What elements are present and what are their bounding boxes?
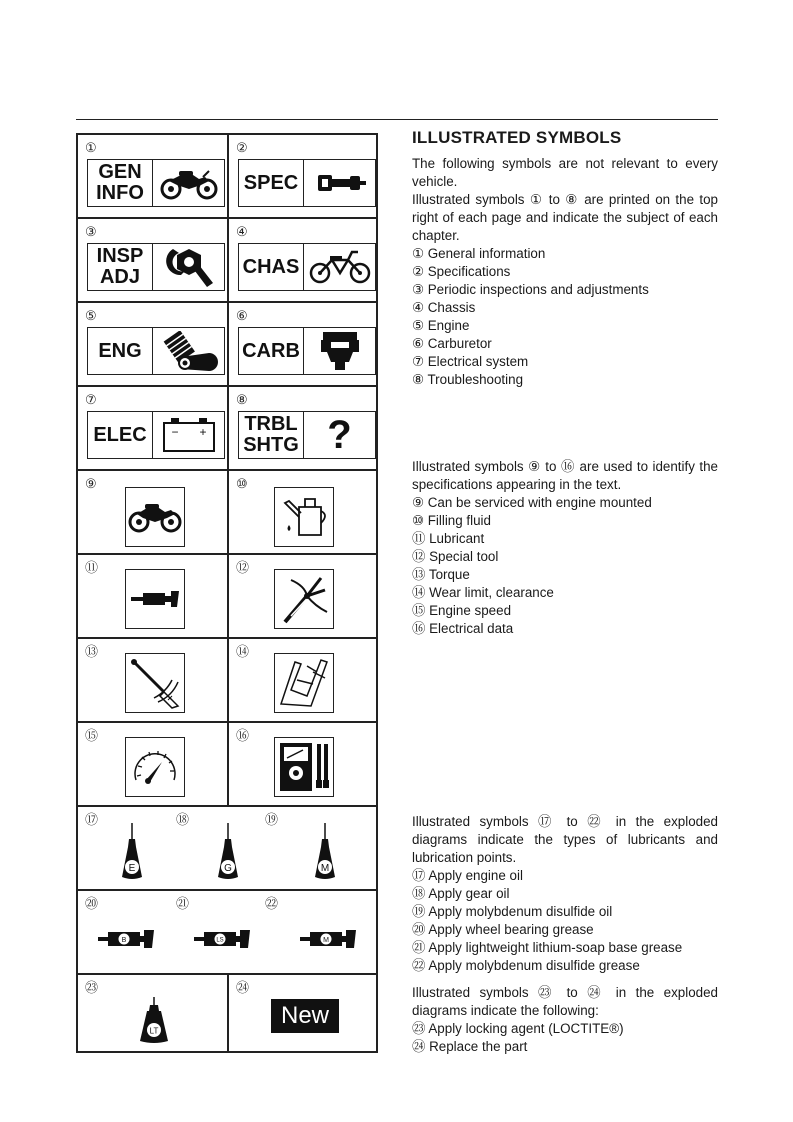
locking-agent-icon [139,995,169,1045]
cell-number: ㉑ [176,896,190,911]
symbol-cell-9 [76,469,227,553]
chapter-label: TRBL SHTG [239,412,304,458]
lubricant-icon [125,569,185,629]
chapter-label: ELEC [88,412,153,458]
list-item: ⑳ Apply wheel bearing grease [412,922,594,937]
list-item: ① General information [412,246,546,261]
grease-letter: B [121,937,127,944]
cell-number: ⑲ [265,812,279,827]
spec-section [412,458,718,638]
cell-number: ⑤ [85,308,97,323]
chapter-symbol-electrical [87,411,225,459]
chapter-symbol-chassis [238,243,376,291]
cell-number: ⑭ [236,644,250,659]
lithium-grease-icon [194,929,252,949]
cell-number: ⑳ [85,896,99,911]
battery-minus-label: − [170,425,179,439]
bottle-letter: E [128,863,136,874]
chapter-label: CARB [239,328,304,374]
bottle-letter: LT [149,1026,159,1036]
cell-number: ⑧ [236,392,248,407]
list-item: ⑰ Apply engine oil [412,868,523,883]
symbol-row-oils [76,805,378,889]
wrench-nut-icon [153,244,224,290]
cell-number: ㉒ [265,896,279,911]
cell-number: ⑫ [236,560,250,575]
list-item: ⑬ Torque [412,567,470,582]
list-item: ⑯ Electrical data [412,621,514,636]
symbol-cell-16 [227,721,378,805]
symbol-cell-11 [76,553,227,637]
misc-intro: Illustrated symbols ㉓ to ㉔ in the exploded diagrams indicate the following: [412,985,718,1018]
cell-number: ⑮ [85,728,99,743]
list-item: ③ Periodic inspections and adjustments [412,282,649,297]
gear-oil-bottle-icon [217,821,239,881]
spec-intro: Illustrated symbols ⑨ to ⑯ are used to identify the specifications appearing in the text. [412,459,718,492]
cell-number: ⑱ [176,812,190,827]
wheel-bearing-grease-icon [98,929,156,949]
chapter-label: ENG [88,328,153,374]
cell-number: ⑪ [85,560,99,575]
battery-icon [153,412,224,458]
list-item: ② Specifications [412,264,511,279]
list-item: ④ Chassis [412,300,476,315]
symbol-cell-12 [227,553,378,637]
intro-text: The following symbols are not relevant to every vehicle. [412,156,718,189]
cell-number: ㉔ [236,980,250,995]
chapter-label: CHAS [239,244,304,290]
chapter-symbol-gen-info [87,159,225,207]
caliper-icon [274,653,334,713]
bottle-letter: G [224,863,232,874]
symbol-cell-13 [76,637,227,721]
list-item: ⑤ Engine [412,318,470,333]
symbol-cell-14 [227,637,378,721]
lubricant-section [412,813,718,975]
question-mark-icon: ? [327,412,352,457]
symbol-row-greases [76,889,378,973]
symbol-cell-23 [76,973,227,1053]
chapter-symbol-spec [238,159,376,207]
symbol-cell-3 [76,217,227,301]
cell-number: ⑬ [85,644,99,659]
symbol-cell-15 [76,721,227,805]
list-item: ⑫ Special tool [412,549,499,564]
intro-text: Illustrated symbols ① to ⑧ are printed on the top right of each page and indicate the subject of each chapter. [412,192,718,243]
cell-number: ⑩ [236,476,248,491]
intro-section [412,128,718,389]
list-item: ⑩ Filling fluid [412,513,491,528]
tachometer-icon [125,737,185,797]
special-tool-icon [274,569,334,629]
symbol-cell-10 [227,469,378,553]
list-item: ㉔ Replace the part [412,1039,528,1054]
chapter-label: GEN INFO [88,160,153,206]
cell-number: ② [236,140,248,155]
lube-intro: Illustrated symbols ⑰ to ㉒ in the exploded diagrams indicate the types of lubricants and lubrication points. [412,814,718,865]
engine-oil-bottle-icon [121,821,143,881]
cell-number: ⑰ [85,812,99,827]
symbol-cell-6 [227,301,378,385]
symbol-cell-4 [227,217,378,301]
list-item: ⑨ Can be serviced with engine mounted [412,495,652,510]
offroad-bike-icon [304,244,375,290]
symbol-cell-2 [227,133,378,217]
top-rule [76,119,718,120]
symbol-cell-5 [76,301,227,385]
grid-right-border [376,133,378,1053]
moly-oil-bottle-icon [314,821,336,881]
grease-letter: M [323,937,329,944]
chapter-symbol-engine [87,327,225,375]
list-item: ⑧ Troubleshooting [412,372,524,387]
moly-grease-icon [300,929,358,949]
chapter-label: SPEC [239,160,304,206]
list-item: ⑲ Apply molybdenum disulfide oil [412,904,613,919]
engine-icon [153,328,224,374]
list-item: ⑱ Apply gear oil [412,886,510,901]
cell-number: ④ [236,224,248,239]
chapter-label: INSP ADJ [88,244,153,290]
cell-number: ⑨ [85,476,97,491]
chapter-symbol-troubleshooting [238,411,376,459]
cell-number: ① [85,140,97,155]
cell-number: ⑦ [85,392,97,407]
page-title: ILLUSTRATED SYMBOLS [412,128,622,147]
bottle-letter: M [320,863,330,874]
list-item: ⑭ Wear limit, clearance [412,585,554,600]
spec-tool-icon [304,160,375,206]
cell-number: ㉓ [85,980,99,995]
list-item: ㉒ Apply molybdenum disulfide grease [412,958,640,973]
symbol-cell-24 [227,973,378,1053]
chapter-symbol-insp-adj [87,243,225,291]
symbol-cell-8 [227,385,378,469]
grease-letter: LS [216,937,224,944]
list-item: ⑥ Carburetor [412,336,492,351]
filling-fluid-icon [274,487,334,547]
battery-plus-label: + [198,425,207,439]
chapter-symbol-carburetor [238,327,376,375]
symbol-cell-7 [76,385,227,469]
list-item: ⑦ Electrical system [412,354,529,369]
list-item: ⑮ Engine speed [412,603,512,618]
list-item: ㉑ Apply lightweight lithium-soap base grease [412,940,683,955]
misc-section [412,984,718,1056]
torque-icon [125,653,185,713]
grid-bottom-border [76,1051,378,1053]
cell-number: ⑯ [236,728,250,743]
list-item: ⑪ Lubricant [412,531,485,546]
carburetor-icon [304,328,375,374]
new-part-badge: New [271,999,339,1033]
cell-number: ⑥ [236,308,248,323]
symbol-cell-1 [76,133,227,217]
list-item: ㉓ Apply locking agent (LOCTITE®) [412,1021,624,1036]
cell-number: ③ [85,224,97,239]
motorcycle-icon [153,160,224,206]
multimeter-icon [274,737,334,797]
engine-mounted-icon [125,487,185,547]
